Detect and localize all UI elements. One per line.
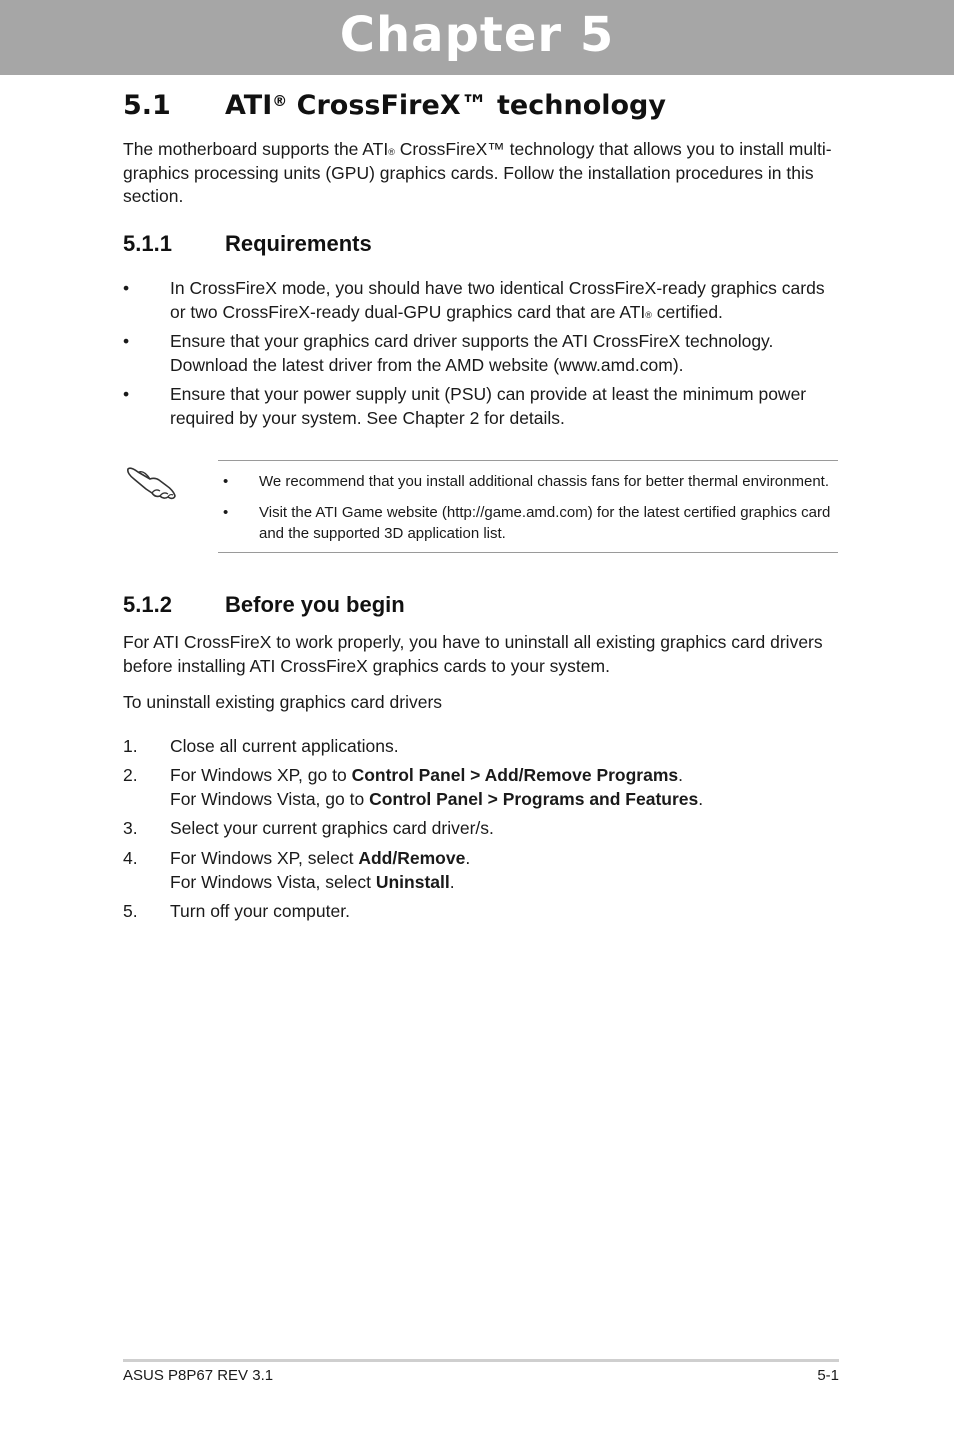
requirement-text-start: In CrossFireX mode, you should have two identical CrossFireX-ready graphics cards or two CrossFireX-ready dual-GPU graphics card that are ATI bbox=[170, 278, 825, 322]
requirement-item-3 bbox=[123, 383, 843, 431]
section-number: 5.1 bbox=[123, 90, 171, 121]
step-text-plain: For Windows Vista, select bbox=[170, 871, 376, 892]
step-text-plain: For Windows XP, select bbox=[170, 848, 359, 868]
section-title-rest: CrossFireX™ technology bbox=[287, 90, 666, 121]
registered-mark: ® bbox=[645, 309, 652, 320]
subsection-title: Before you begin bbox=[225, 592, 405, 617]
requirement-text: Ensure that your power supply unit (PSU) can provide at least the minimum power required by your system. See Chapter 2 for details. bbox=[170, 384, 807, 428]
requirement-item-1 bbox=[123, 277, 843, 325]
subsection-title: Requirements bbox=[225, 231, 372, 256]
step-4 bbox=[123, 847, 843, 895]
menu-command: Uninstall bbox=[375, 871, 450, 892]
subsection-number: 5.1.1 bbox=[123, 231, 172, 256]
step-text-plain: . bbox=[678, 765, 684, 785]
chapter-banner bbox=[0, 0, 954, 75]
bullet: • bbox=[123, 331, 130, 351]
requirement-item-2 bbox=[123, 330, 843, 378]
registered-mark: ® bbox=[388, 147, 395, 157]
step-number: 3. bbox=[123, 818, 138, 838]
step-text: Turn off your computer. bbox=[170, 901, 350, 921]
note-text: Visit the ATI Game website (http://game.amd.com) for the latest certified graphics card and the supported 3D application list. bbox=[259, 504, 831, 542]
step-text-plain: . bbox=[698, 788, 704, 809]
step-text-plain: For Windows XP, go to bbox=[170, 765, 352, 785]
note-text: We recommend that you install additional chassis fans for better thermal environment. bbox=[259, 473, 829, 490]
section-title-ati: ATI bbox=[225, 90, 273, 121]
step-1 bbox=[123, 735, 843, 759]
requirement-text: Ensure that your graphics card driver supports the ATI CrossFireX technology. Download the latest driver from the AMD website (www.amd.com). bbox=[170, 331, 774, 375]
bullet: • bbox=[123, 278, 130, 298]
chapter-title: Chapter 5 bbox=[339, 6, 615, 63]
requirement-text-end: certified. bbox=[651, 301, 723, 322]
page-number: 5-1 bbox=[817, 1367, 839, 1384]
note-box bbox=[218, 460, 838, 553]
step-number: 5. bbox=[123, 901, 138, 921]
menu-command: Add/Remove bbox=[358, 848, 466, 868]
requirements-heading bbox=[123, 231, 372, 257]
subsection-number: 5.1.2 bbox=[123, 592, 172, 617]
requirement-text bbox=[170, 277, 842, 324]
registered-mark: ® bbox=[272, 92, 288, 110]
footer-divider bbox=[123, 1359, 839, 1362]
footer-product: ASUS P8P67 REV 3.1 bbox=[123, 1367, 274, 1384]
step-number: 1. bbox=[123, 736, 138, 756]
menu-path: Control Panel > Add/Remove Programs bbox=[351, 765, 679, 785]
step-text-plain: . bbox=[449, 871, 455, 892]
step-text: Select your current graphics card driver/s. bbox=[170, 818, 494, 838]
step-number: 4. bbox=[123, 848, 138, 868]
step-text-plain: . bbox=[465, 848, 471, 868]
intro-text-end: CrossFireX™ technology that allows you to install multi-graphics processing units (GPU) graphics cards. Follow the installation procedures in this section. bbox=[123, 139, 832, 206]
menu-path: Control Panel > Programs and Features bbox=[369, 788, 699, 809]
intro-text-start: The motherboard supports the ATI bbox=[123, 139, 389, 159]
hand-pointing-icon bbox=[126, 461, 178, 501]
step-text-plain: For Windows Vista, go to bbox=[170, 788, 370, 809]
step-text bbox=[170, 847, 842, 894]
bullet: • bbox=[223, 473, 229, 490]
bullet: • bbox=[123, 384, 130, 404]
step-3 bbox=[123, 817, 843, 841]
uninstall-intro: To uninstall existing graphics card drivers bbox=[123, 692, 443, 712]
step-number: 2. bbox=[123, 765, 138, 785]
step-5 bbox=[123, 900, 843, 924]
before-paragraph: For ATI CrossFireX to work properly, you have to uninstall all existing graphics card drivers before installing ATI CrossFireX graphics cards to your system. bbox=[123, 632, 823, 676]
section-heading bbox=[123, 90, 666, 121]
step-2 bbox=[123, 764, 843, 812]
before-heading bbox=[123, 592, 405, 618]
bullet: • bbox=[223, 504, 229, 521]
step-text bbox=[170, 764, 842, 811]
step-text: Close all current applications. bbox=[170, 736, 399, 756]
intro-paragraph bbox=[123, 138, 838, 209]
